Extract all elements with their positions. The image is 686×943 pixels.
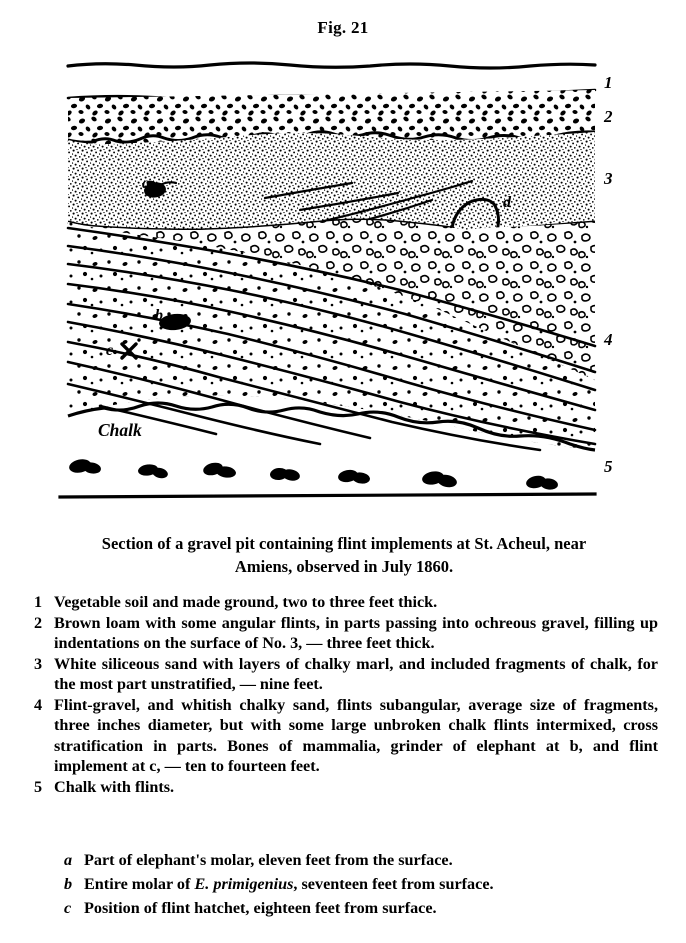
legend-number-2: 2 <box>34 613 43 632</box>
legend-number-3: 3 <box>34 654 43 673</box>
species-name-primigenius: E. primigenius <box>194 875 294 893</box>
caption-line-2: Amiens, observed in July 1860. <box>234 557 454 576</box>
sublegend-text-b <box>84 872 658 896</box>
legend-text-3: White siliceous sand with layers of chalky marl, and included fragments of chalk, for the most part unstratified, — nine feet. <box>54 654 658 693</box>
geological-section-diagram <box>0 50 686 520</box>
legend-item-1 <box>34 592 658 613</box>
chalk-bed-label: Chalk <box>98 420 142 440</box>
sublegend-text-b-before: Entire molar of <box>84 875 195 893</box>
sublegend-text-b-after: , seventeen feet from surface. <box>293 875 494 893</box>
legend-number-4: 4 <box>34 695 43 714</box>
point-label-a: a <box>142 175 150 192</box>
sublegend-text-a: Part of elephant's molar, eleven feet from the surface. <box>84 851 453 869</box>
legend-list <box>34 592 658 797</box>
sublegend-item-c <box>64 896 658 920</box>
legend-number-1: 1 <box>34 593 43 611</box>
sublegend-letter-a: a <box>64 851 73 869</box>
sublegend-letter-c: c <box>64 899 72 917</box>
legend-item-3 <box>34 654 658 695</box>
layer-3-siliceous-sand <box>60 130 600 235</box>
layer-number-2: 2 <box>604 107 613 126</box>
caption-line-1: Section of a gravel pit containing flint implements at St. Acheul, near <box>101 534 587 553</box>
layer-number-4: 4 <box>604 330 613 349</box>
legend-item-4 <box>34 695 658 777</box>
layer-4-flint-gravel <box>60 220 600 452</box>
layer-number-5: 5 <box>604 457 613 476</box>
legend-item-5 <box>34 777 658 798</box>
legend-number-5: 5 <box>34 777 43 796</box>
legend-text-1: Vegetable soil and made ground, two to three feet thick. <box>54 593 438 611</box>
point-label-c: c <box>106 342 114 359</box>
sublegend-letter-b: b <box>64 875 73 893</box>
point-label-b: b <box>155 307 163 324</box>
layer-number-1: 1 <box>604 73 613 92</box>
sublegend-item-b <box>64 872 658 896</box>
sublegend-list <box>64 848 658 920</box>
layer-number-3: 3 <box>604 169 613 188</box>
legend-text-5: Chalk with flints. <box>54 777 175 796</box>
legend-text-2: Brown loam with some angular flints, in parts passing into ochreous gravel, filling up indentations on the surface of No. 3, — three feet thick. <box>54 613 658 652</box>
sublegend-item-a <box>64 848 658 872</box>
figure-caption <box>34 532 654 578</box>
figure-title: Fig. 21 <box>317 18 369 37</box>
legend-text-4: Flint-gravel, and whitish chalky sand, flints subangular, average size of fragments, three inches diameter, but with some large unbroken chalk flints intermixed, cross stratification in parts. Bones of mammalia, grinder of elephant at b, and flint implement at c, — ten to fourteen feet. <box>54 695 658 775</box>
sublegend-text-c: Position of flint hatchet, eighteen feet from surface. <box>84 899 437 917</box>
legend-item-2 <box>34 613 658 654</box>
point-label-d: d <box>503 194 511 211</box>
flint-nodule-row <box>68 457 559 490</box>
figure-layer-number-labels <box>603 73 613 476</box>
